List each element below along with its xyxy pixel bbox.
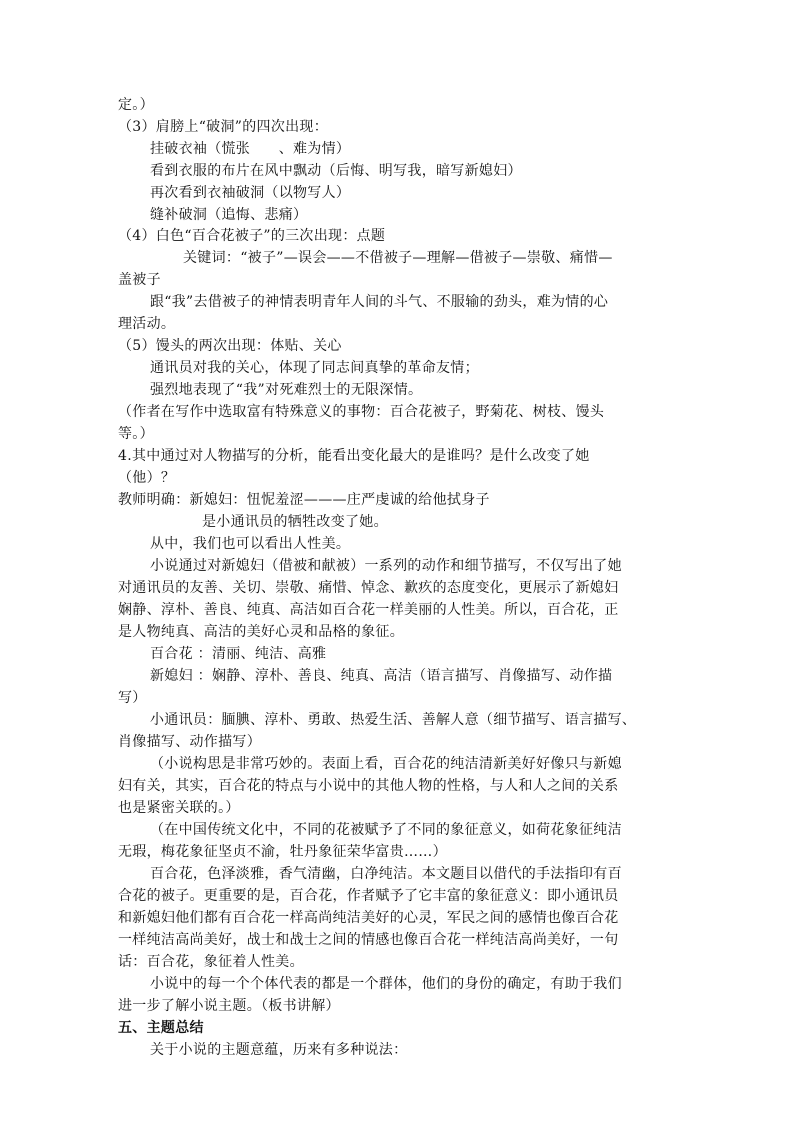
text-line: （他）？	[118, 470, 176, 486]
text-line: 一样纯洁高尚美好，战士和战士之间的情感也像百合花一样纯洁高尚美好，一句	[118, 932, 619, 948]
text-line: 教师明确：新媳妇：忸怩羞涩———庄严虔诚的给他拭身子	[118, 492, 490, 508]
text-line: 定。）	[118, 97, 154, 113]
text-line: 挂破衣袖（慌张 、难为情）	[150, 141, 351, 157]
text-line: 娴静、淳朴、善良、纯真、高洁如百合花一样美丽的人性美。所以，百合花，正	[118, 602, 619, 618]
text-line: 跟“我”去借被子的神情表明青年人间的斗气、不服输的劲头，难为情的心	[150, 294, 609, 310]
text-line: 无瑕，梅花象征坚贞不渝，牡丹象征荣华富贵……）	[118, 844, 447, 860]
text-line: 从中，我们也可以看出人性美。	[150, 536, 351, 552]
text-line: （4）白色“百合花被子”的三次出现：点题	[118, 228, 386, 244]
text-line: 小说中的每一个个体代表的都是一个群体，他们的身份的确定，有助于我们	[150, 976, 622, 992]
text-line: 肖像描写、动作描写）	[118, 734, 261, 750]
text-line: （小说构思是非常巧妙的。表面上看，百合花的纯洁清新美好好像只与新媳	[150, 756, 622, 772]
text-line: （在中国传统文化中，不同的花被赋予了不同的象征意义，如荷花象征纯洁	[150, 822, 622, 838]
text-line: （作者在写作中选取富有特殊意义的事物：百合花被子，野菊花、树枝、馒头	[118, 404, 605, 420]
text-line: 和新媳妇他们都有百合花一样高尚纯洁美好的心灵，军民之间的感情也像百合花	[118, 910, 619, 926]
text-line: 关于小说的主题意蕴，历来有多种说法：	[150, 1042, 408, 1058]
text-line: 缝补破洞（追悔、悲痛）	[150, 207, 308, 223]
text-line: 也是紧密关联的。）	[118, 800, 240, 816]
text-line: 等。）	[118, 426, 154, 442]
text-line: 百合花，色泽淡雅，香气清幽，白净纯洁。本文题目以借代的手法指印有百	[150, 866, 622, 882]
text-line: 是小通讯员的牺牲改变了她。	[202, 514, 388, 530]
text-line: 强烈地表现了“我”对死难烈士的无限深情。	[150, 382, 423, 398]
text-line: 合花的被子。更重要的是，百合花，作者赋予了它丰富的象征意义：即小通讯员	[118, 888, 619, 904]
text-line: 妇有关，其实，百合花的特点与小说中的其他人物的性格，与人和人之间的关系	[118, 778, 619, 794]
text-line: （3）肩膀上“破洞”的四次出现：	[118, 119, 329, 135]
text-line: 4.其中通过对人物描写的分析，能看出变化最大的是谁吗？是什么改变了她	[118, 448, 590, 464]
text-line: 话：百合花，象征着人性美。	[118, 954, 304, 970]
section-heading: 五、主题总结	[118, 1020, 204, 1036]
text-line: （5）馒头的两次出现：体贴、关心	[118, 338, 342, 354]
text-line: 小通讯员：腼腆、淳朴、勇敢、热爱生活、善解人意（细节描写、语言描写、	[150, 712, 637, 728]
text-line: 百合花 ：清丽、纯洁、高雅	[150, 646, 327, 662]
text-line: 新媳妇 ：娴静、淳朴、善良、纯真、高洁（语言描写、肖像描写、动作描	[150, 668, 613, 684]
text-line: 是人物纯真、高洁的美好心灵和品格的象征。	[118, 624, 404, 640]
text-line: 盖被子	[118, 272, 161, 288]
text-line: 进一步了解小说主题。（板书讲解）	[118, 998, 340, 1014]
text-line: 通讯员对我的关心，体现了同志间真挚的革命友情；	[150, 360, 479, 376]
text-line: 再次看到衣袖破洞（以物写人）	[150, 185, 351, 201]
text-line: 小说通过对新媳妇（借被和献被）一系列的动作和细节描写，不仅写出了她	[150, 558, 622, 574]
text-line: 写）	[118, 690, 147, 706]
text-line: 理活动。	[118, 316, 176, 332]
text-line: 对通讯员的友善、关切、崇敬、痛惜、悼念、歉疚的态度变化，更展示了新媳妇	[118, 580, 619, 596]
text-line: 关键词：“被子”—误会——不借被子—理解—借被子—崇敬、痛惜—	[183, 250, 613, 266]
text-line: 看到衣服的布片在风中飘动（后悔、明写我，暗写新媳妇）	[150, 163, 522, 179]
